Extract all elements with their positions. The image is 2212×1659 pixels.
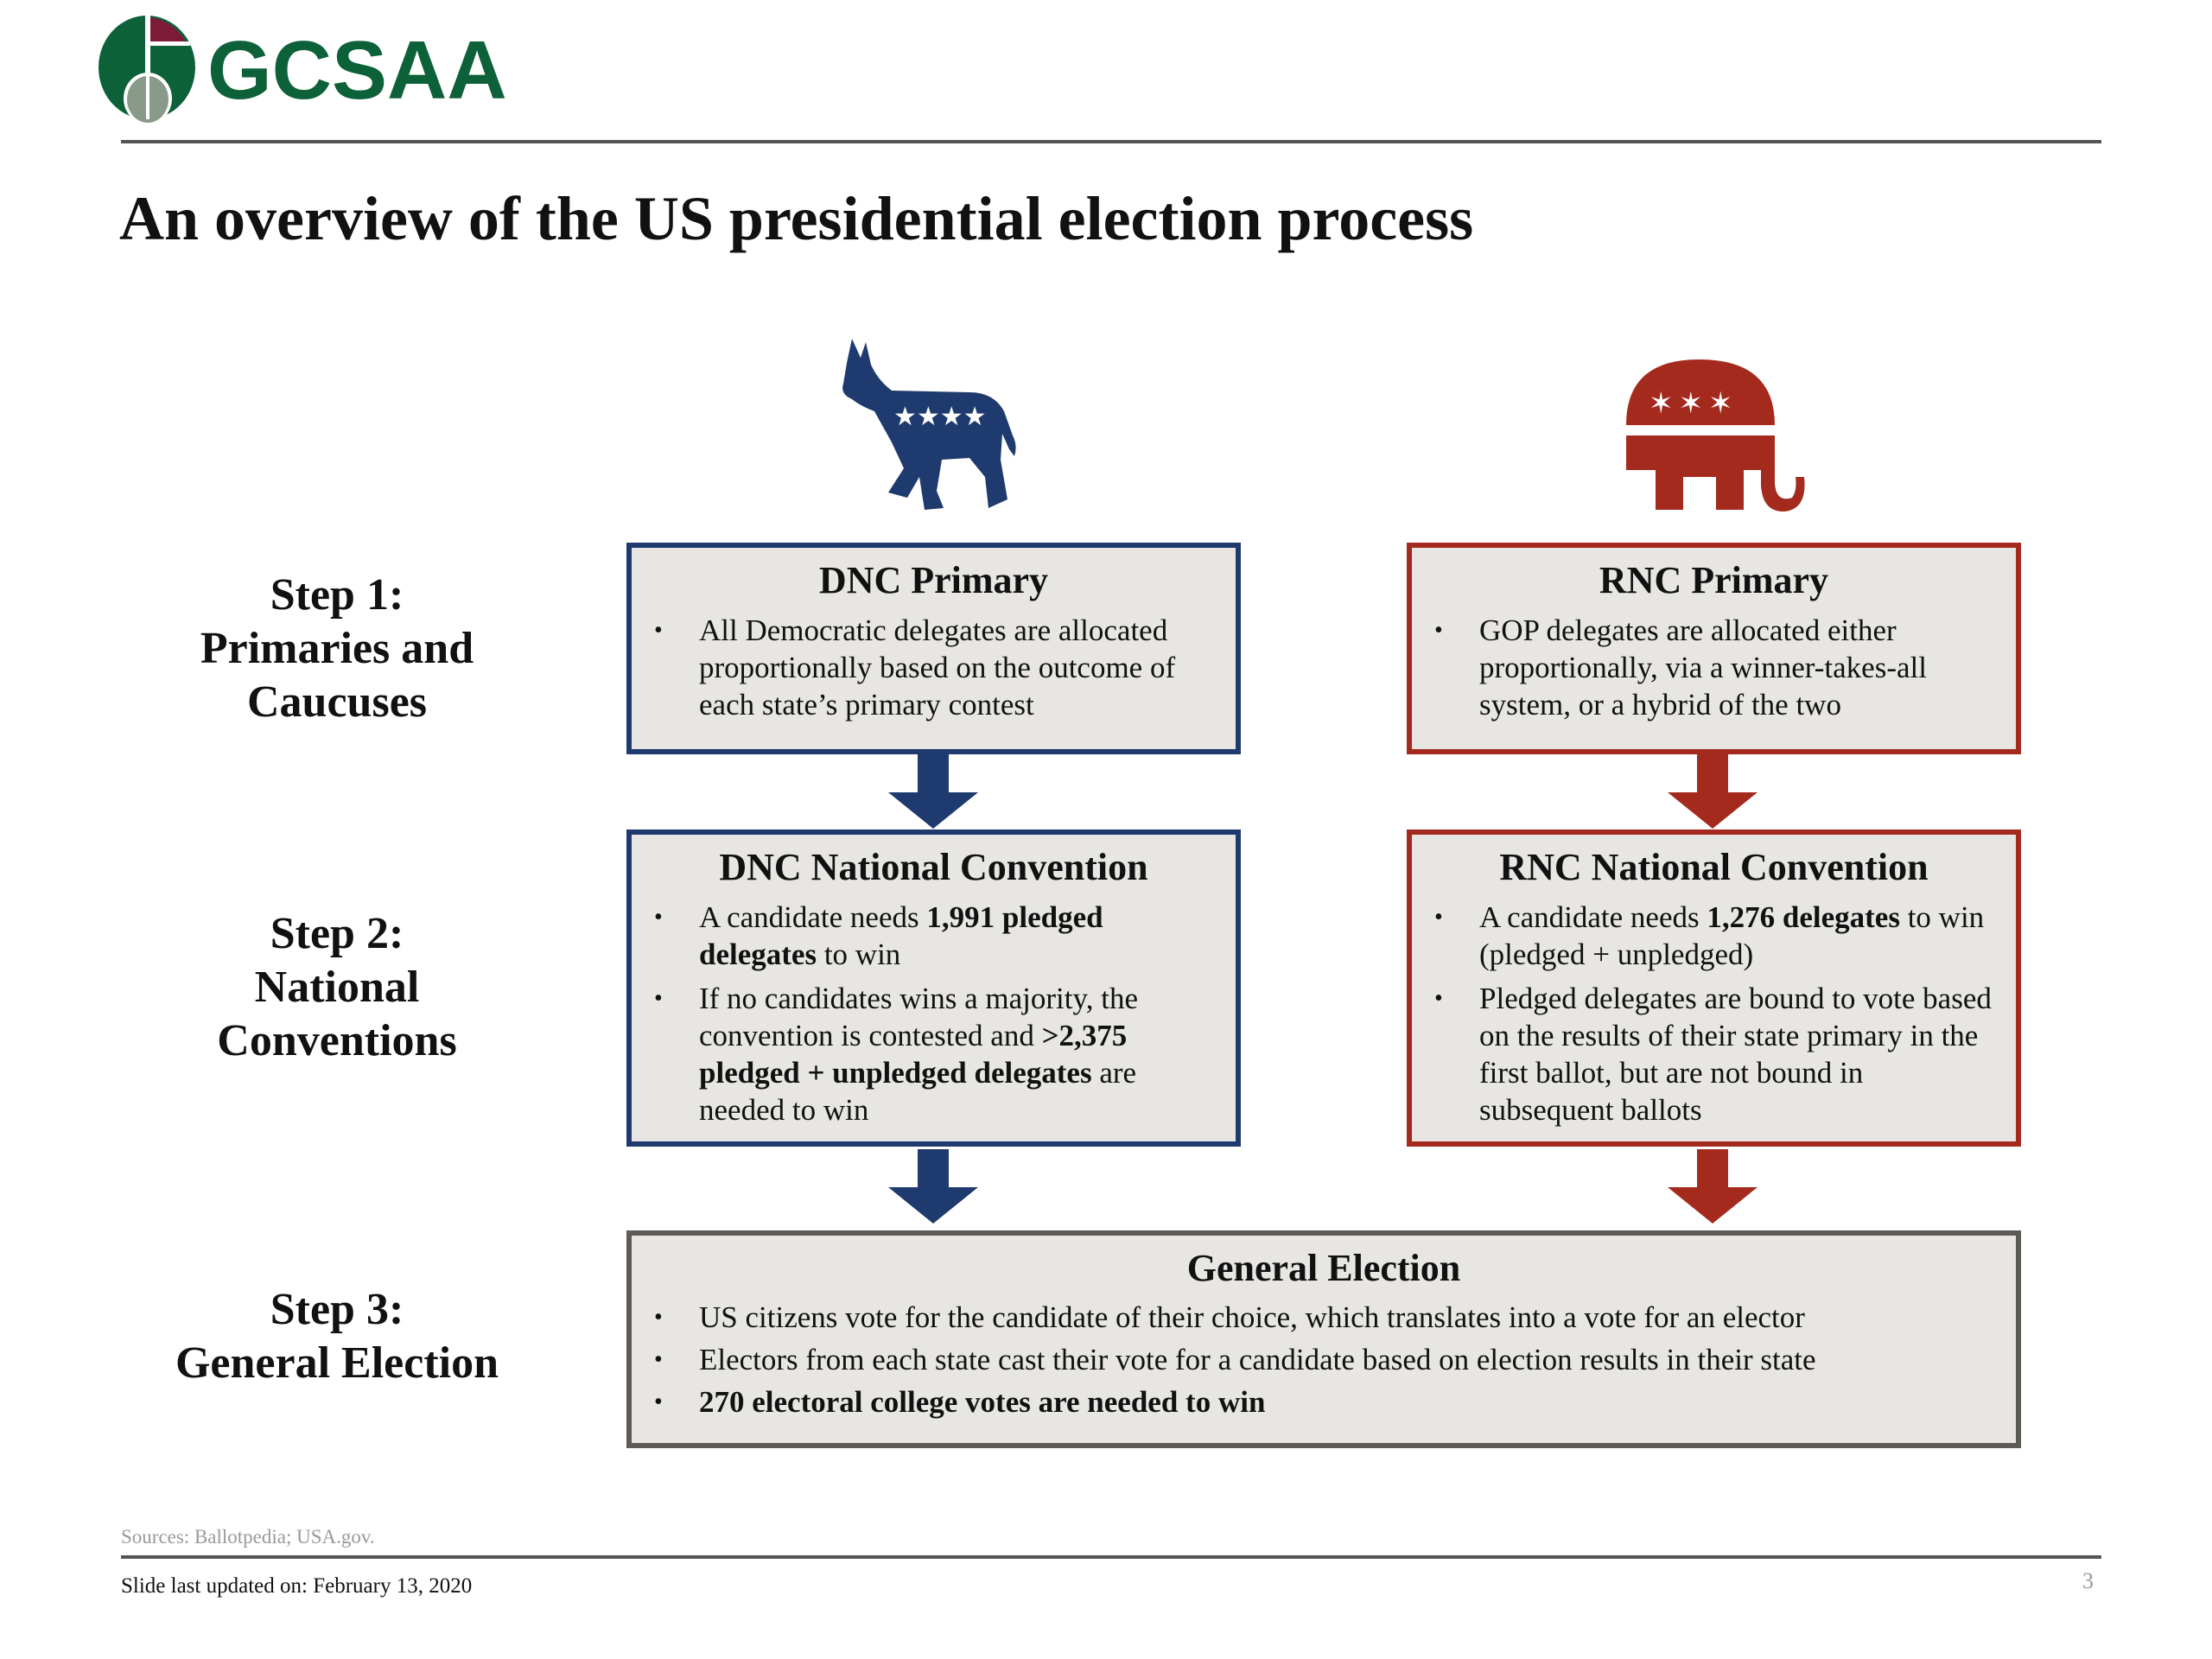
dnc-convention-bullet [699, 899, 1213, 973]
text: A candidate needs [1479, 900, 1707, 934]
elephant-icon [1623, 356, 1806, 515]
step-3-label [130, 1283, 544, 1390]
down-arrow-icon [888, 1149, 978, 1224]
general-election-heading: General Election [1186, 1247, 1461, 1289]
last-updated: Slide last updated on: February 13, 2020 [121, 1574, 473, 1598]
general-election-bullet: • Electors from each state cast their vote for a candidate based on election results in their state [699, 1342, 1993, 1378]
logo-text: GCSAA [207, 24, 507, 117]
emphasis: >2,375 pledged + unpledged delegates [699, 1019, 1128, 1090]
donkey-icon [840, 339, 1023, 520]
text: to win [817, 938, 901, 971]
down-arrow-icon [1668, 1149, 1758, 1224]
dnc-convention-box [626, 830, 1241, 1147]
dnc-convention-heading: DNC National Convention [719, 846, 1148, 888]
general-election-bullet: • US citizens vote for the candidate of their choice, which translates into a vote for an elector [699, 1300, 1993, 1336]
step-2-label [130, 907, 544, 1068]
step-title-line: Caucuses [246, 677, 428, 727]
text: If no candidates wins a majority, the convention is contested and [699, 982, 1138, 1052]
step-number: Step 1: [270, 570, 404, 620]
rnc-primary-bullet: • GOP delegates are allocated either proportionally, via a winner-takes-all system, or a hybrid of the two [1479, 612, 1993, 723]
text: are needed to win [699, 1056, 1137, 1127]
emphasis: 1,991 pledged delegates [699, 900, 1103, 971]
page-title: An overview of the US presidential election process [119, 184, 1474, 253]
text: A candidate needs [699, 900, 927, 934]
dnc-primary-heading: DNC Primary [818, 559, 1049, 601]
header-rule [121, 140, 2101, 143]
dnc-primary-bullet: • All Democratic delegates are allocated proportionally based on the outcome of each state’s primary contest [699, 612, 1213, 723]
gcsaa-logo [97, 16, 512, 124]
down-arrow-icon [1668, 754, 1758, 829]
rnc-convention-bullet: • Pledged delegates are bound to vote based on the results of their state primary in the first ballot, but are not bound in subsequent ballots [1479, 980, 1993, 1128]
svg-text:★★★★: ★★★★ [893, 402, 987, 432]
step-number: Step 2: [270, 909, 404, 958]
page-number: 3 [2082, 1568, 2094, 1593]
text: to win (pledged + unpledged) [1479, 900, 1985, 971]
step-title-line: Primaries and [200, 624, 474, 673]
svg-text:✶✶✶: ✶✶✶ [1649, 386, 1738, 421]
step-title-line: National [254, 963, 420, 1012]
rnc-convention-box [1407, 830, 2021, 1147]
sources-note: Sources: Ballotpedia; USA.gov. [121, 1526, 375, 1548]
general-election-box [626, 1230, 2021, 1448]
down-arrow-icon [888, 754, 978, 829]
dnc-convention-bullet [699, 980, 1213, 1128]
dnc-primary-box [626, 543, 1241, 754]
general-election-bullet [699, 1384, 1993, 1421]
logo-mark-icon [97, 16, 512, 124]
rnc-primary-heading: RNC Primary [1599, 559, 1829, 601]
rnc-primary-box [1407, 543, 2021, 754]
step-title-line: Conventions [217, 1016, 457, 1065]
emphasis: 270 electoral college votes are needed to win [699, 1385, 1266, 1419]
rnc-convention-heading: RNC National Convention [1499, 846, 1929, 888]
footer-rule [121, 1555, 2101, 1559]
step-number: Step 3: [270, 1285, 404, 1334]
emphasis: 1,276 delegates [1707, 900, 1900, 934]
rnc-convention-bullet [1479, 899, 1993, 973]
step-1-label [130, 569, 544, 729]
step-title-line: General Election [175, 1338, 499, 1388]
